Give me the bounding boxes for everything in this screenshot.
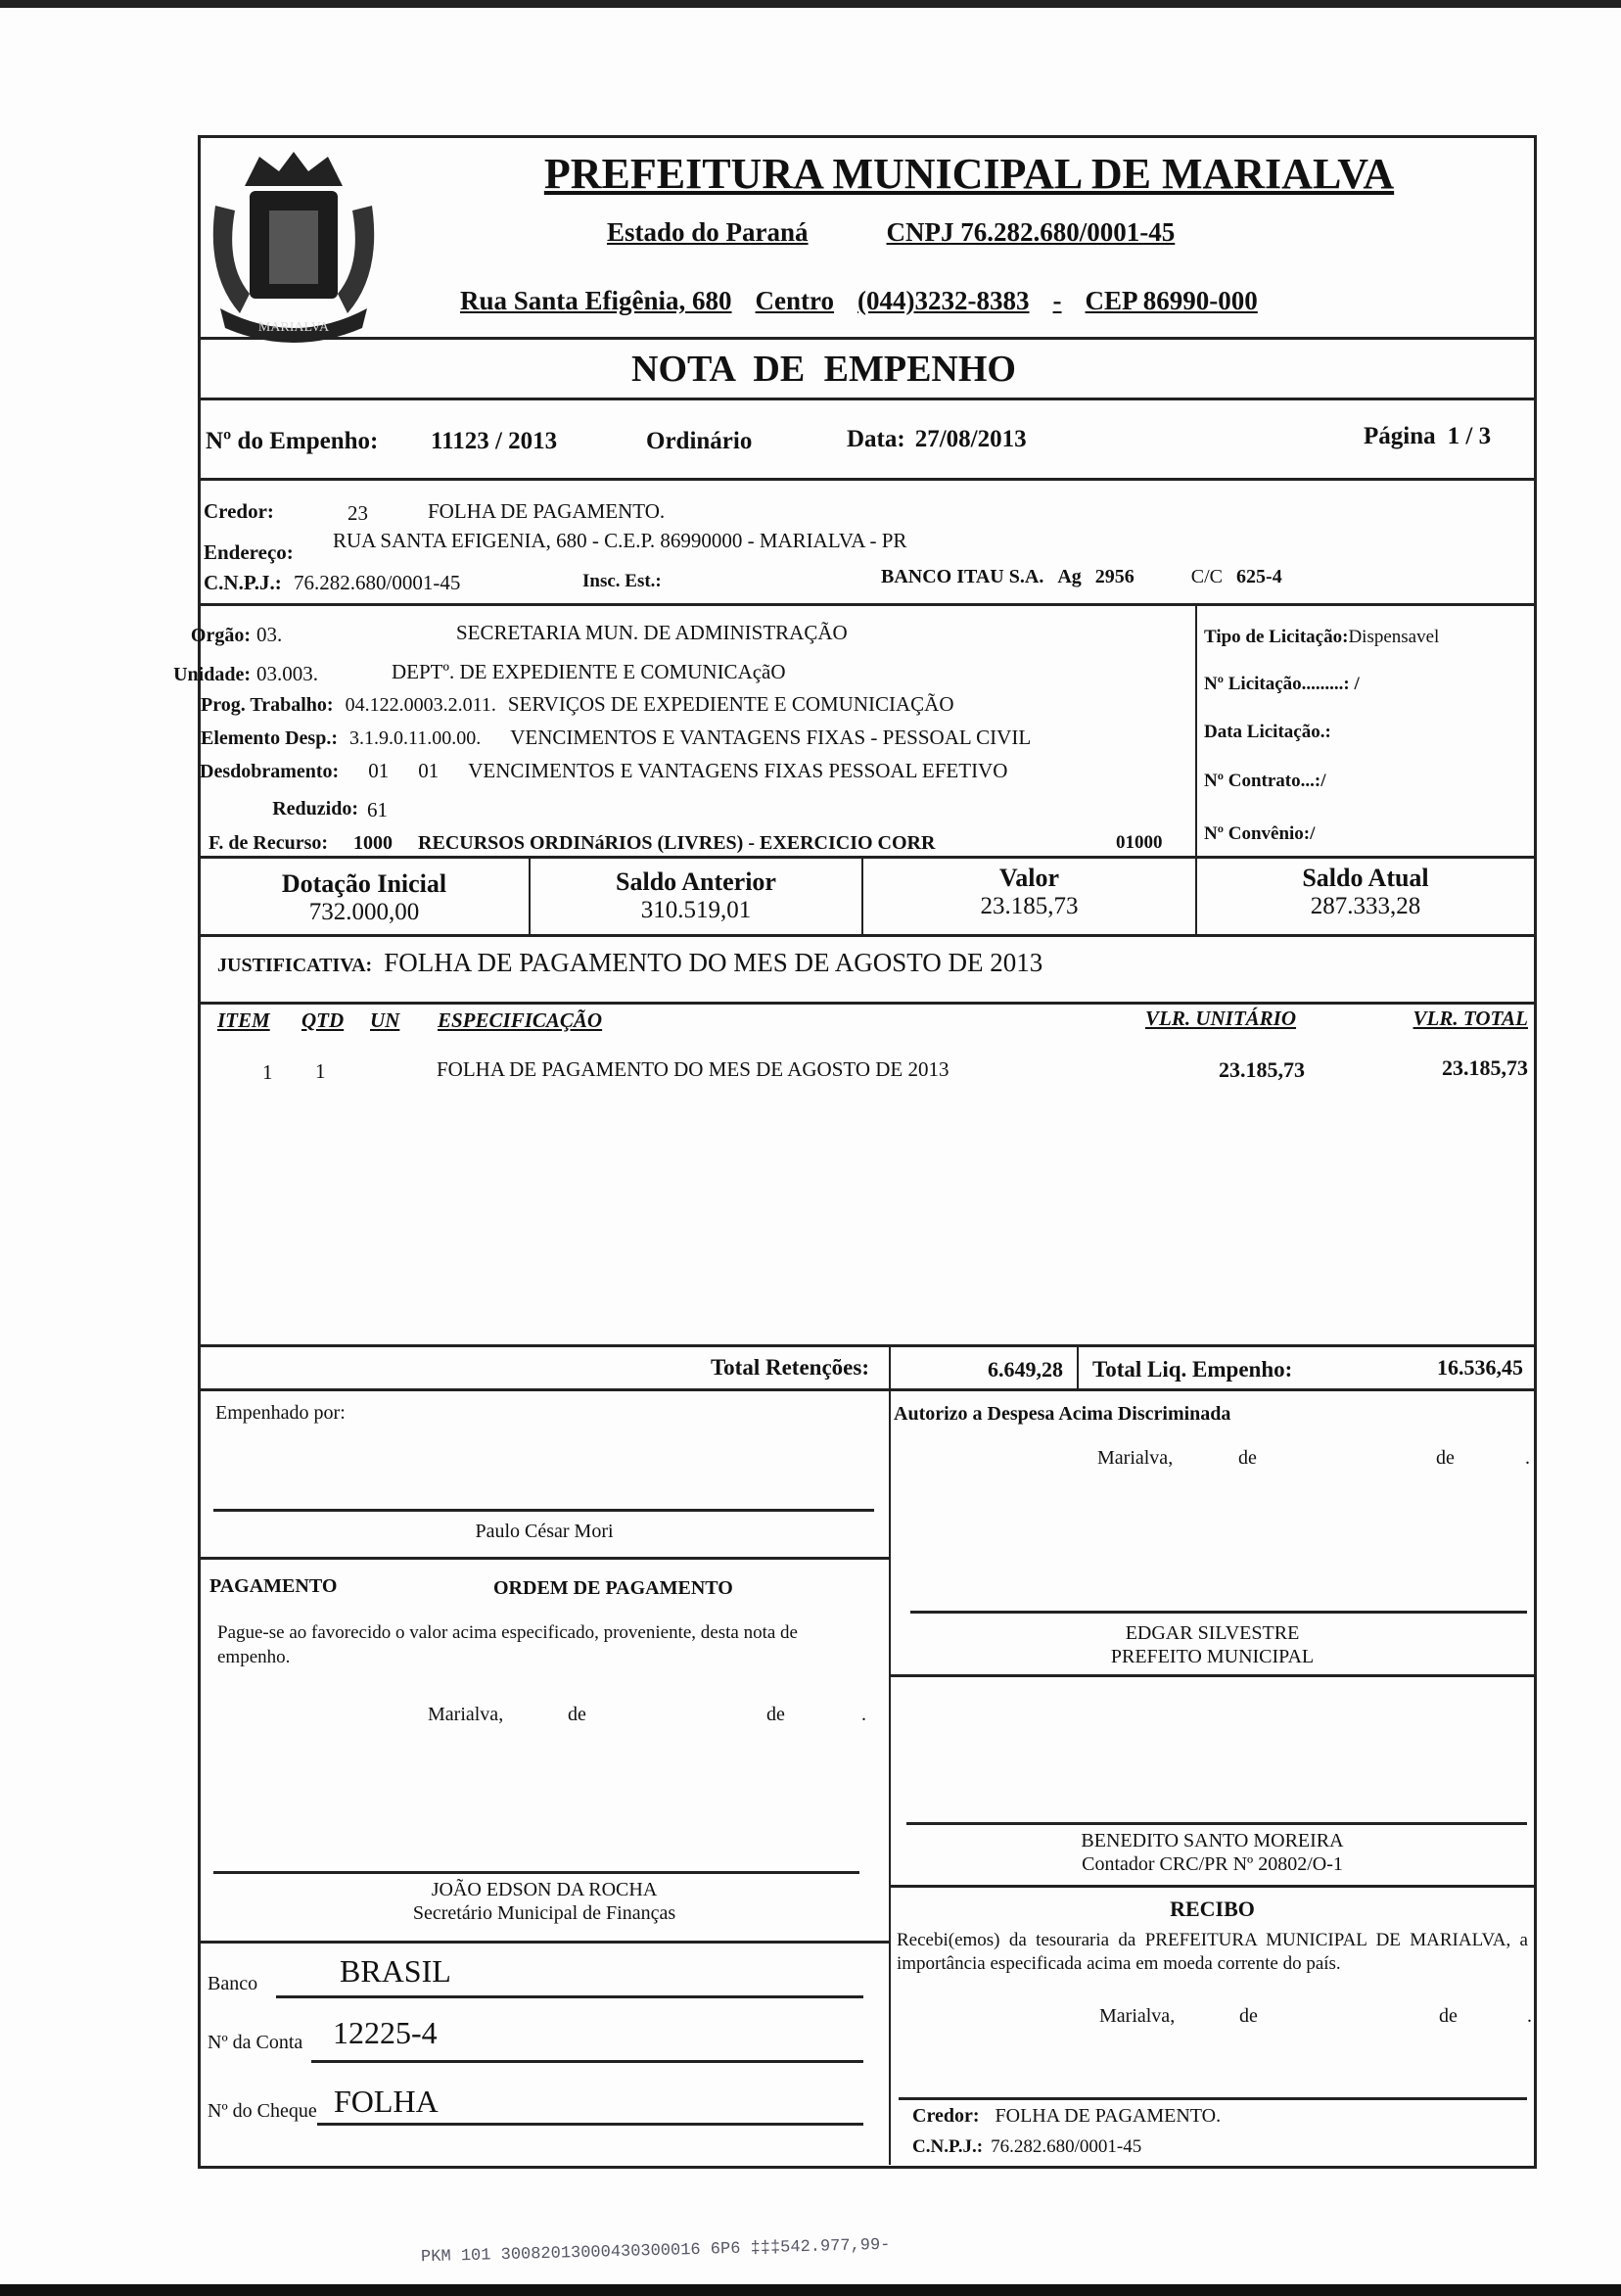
autorizo-dot: . xyxy=(1525,1447,1530,1469)
state-label: Estado do Paraná xyxy=(607,217,809,247)
recibo-credor-label: Credor: xyxy=(912,2105,980,2127)
signature-line xyxy=(213,1871,859,1874)
endereco-label: Endereço: xyxy=(204,540,294,564)
banco-value[interactable]: BRASIL xyxy=(340,1953,451,1989)
recibo-credor-value: FOLHA DE PAGAMENTO. xyxy=(995,2105,1222,2127)
desdobramento-row xyxy=(200,759,1007,783)
autorizo-title: Autorizo a Despesa Acima Discriminada xyxy=(894,1403,1231,1425)
bank-name: BANCO ITAU S.A. xyxy=(881,566,1044,587)
divider xyxy=(198,478,1534,481)
conta-line xyxy=(311,2060,863,2063)
signature-line xyxy=(910,1611,1527,1614)
saldo-anterior-cell xyxy=(531,867,861,924)
agency-value: 2956 xyxy=(1094,566,1135,587)
divider xyxy=(198,1941,889,1944)
amount-label: Saldo Anterior xyxy=(616,867,776,896)
elemento-despesa-row xyxy=(201,726,1031,750)
bank-row xyxy=(881,566,1282,588)
row-item: 1 xyxy=(262,1060,273,1084)
empenho-label: Nº do Empenho: xyxy=(206,428,379,454)
column-header-un: UN xyxy=(370,1008,400,1032)
autorizo-city: Marialva, xyxy=(1097,1447,1174,1469)
data-licitacao: Data Licitação.: xyxy=(1204,722,1331,742)
reduzido-value: 61 xyxy=(367,798,388,821)
scan-bottom-edge xyxy=(0,2284,1621,2296)
cep-header: CEP 86990-000 xyxy=(1085,286,1258,315)
column-header-especificacao: ESPECIFICAÇÃO xyxy=(438,1008,603,1032)
fonte-recurso-row xyxy=(208,832,935,855)
prog-trabalho-row xyxy=(201,692,954,717)
recibo-city: Marialva, xyxy=(1099,2005,1176,2027)
tipo-licitacao-value: Dispensavel xyxy=(1348,627,1440,647)
reduzido-label: Reduzido: xyxy=(272,798,358,820)
unidade-desc: DEPTº. DE EXPEDIENTE E COMUNICAçãO xyxy=(392,660,786,683)
total-liquido-value: 16.536,45 xyxy=(1437,1355,1523,1380)
recibo-cnpj-value: 76.282.680/0001-45 xyxy=(991,2136,1142,2157)
date-row xyxy=(847,426,1027,453)
divider xyxy=(889,1885,1534,1888)
conta-label: Nº da Conta xyxy=(208,2032,303,2053)
credor-name: FOLHA DE PAGAMENTO. xyxy=(428,499,666,523)
address-header: Rua Santa Efigênia, 680 xyxy=(460,286,732,315)
total-retencoes-value: 6.649,28 xyxy=(988,1357,1063,1382)
divider xyxy=(889,1674,1534,1677)
row-qtd: 1 xyxy=(315,1059,326,1083)
unidade-code: 03.003. xyxy=(256,662,318,685)
empenho-type: Ordinário xyxy=(646,428,753,454)
elemento-despesa-desc: VENCIMENTOS E VANTAGENS FIXAS - PESSOAL CIVIL xyxy=(510,726,1032,749)
divider xyxy=(198,337,1534,340)
fonte-recurso-code: 1000 xyxy=(353,832,394,854)
cheque-line xyxy=(317,2123,863,2126)
recibo-credor-row xyxy=(912,2105,1221,2128)
signature-line xyxy=(899,2097,1527,2100)
recibo-title: RECIBO xyxy=(1170,1897,1255,1921)
recibo-dot: . xyxy=(1527,2005,1532,2027)
scan-top-edge xyxy=(0,0,1621,8)
cheque-label: Nº do Cheque xyxy=(208,2100,317,2122)
recibo-de-1: de xyxy=(1239,2005,1258,2027)
date-label: Data: xyxy=(847,426,905,452)
page-label: Página xyxy=(1364,423,1436,449)
district-header: Centro xyxy=(755,286,835,315)
orgao-desc: SECRETARIA MUN. DE ADMINISTRAÇÃO xyxy=(456,621,848,644)
signature-line xyxy=(906,1822,1527,1825)
justificativa-value: FOLHA DE PAGAMENTO DO MES DE AGOSTO DE 2013 xyxy=(384,948,1043,977)
numero-contrato: Nº Contrato...:/ xyxy=(1204,771,1326,791)
divider xyxy=(198,856,1534,859)
banco-line xyxy=(276,1995,863,1998)
recibo-text: Recebi(emos) da tesouraria da PREFEITURA MUNICIPAL DE MARIALVA, a importância especificada acima em moeda corrente do país. xyxy=(897,1930,1528,1974)
prefeitura-title: PREFEITURA MUNICIPAL DE MARIALVA xyxy=(543,150,1395,198)
insc-est-label: Insc. Est.: xyxy=(582,571,662,591)
page-value: 1 / 3 xyxy=(1447,423,1492,449)
dotacao-inicial-cell xyxy=(200,869,529,926)
cnpj-value: 76.282.680/0001-45 xyxy=(294,571,461,594)
recibo-de-2: de xyxy=(1439,2005,1458,2027)
header-line-1 xyxy=(607,217,1175,248)
fonte-recurso-desc: RECURSOS ORDINáRIOS (LIVRES) - EXERCICIO CORR xyxy=(418,832,936,854)
banco-label: Banco xyxy=(208,1973,258,1994)
divider xyxy=(198,603,1534,606)
numero-licitacao: Nº Licitação.........: / xyxy=(1204,674,1360,694)
divider xyxy=(198,1388,1534,1391)
orgao-label: Orgão: xyxy=(190,625,251,646)
logo-text: MARIALVA xyxy=(257,320,330,335)
recibo-cnpj-label: C.N.P.J.: xyxy=(912,2136,984,2157)
amount-value: 287.333,28 xyxy=(1310,893,1421,919)
pagamento-text: Pague-se ao favorecido o valor acima especificado, proveniente, desta nota de empenho. xyxy=(217,1622,798,1667)
total-liquido-label: Total Liq. Empenho: xyxy=(1092,1357,1293,1382)
elemento-despesa-code: 3.1.9.0.11.00.00. xyxy=(348,727,482,749)
desdobramento-desc: VENCIMENTOS E VANTAGENS FIXAS PESSOAL EFETIVO xyxy=(468,759,1008,782)
date-value: 27/08/2013 xyxy=(914,426,1027,452)
amount-label: Dotação Inicial xyxy=(281,869,447,898)
column-header-valor-unitario: VLR. UNITÁRIO xyxy=(1145,1007,1297,1030)
pagamento-city: Marialva, xyxy=(428,1704,504,1725)
column-header-qtd: QTD xyxy=(301,1008,345,1032)
row-valor-total: 23.185,73 xyxy=(1442,1055,1528,1080)
header-line-2: Rua Santa Efigênia, 680 Centro (044)3232-8383 - CEP 86990-000 xyxy=(460,286,1258,315)
desdobramento-code-1: 01 xyxy=(368,759,390,782)
city-coat-of-arms-logo xyxy=(201,147,387,357)
valor-cell xyxy=(863,864,1195,920)
amount-value: 23.185,73 xyxy=(980,893,1079,919)
empenho-number: 11123 / 2013 xyxy=(431,428,558,454)
divider xyxy=(889,1344,891,2165)
account-value: 625-4 xyxy=(1236,566,1282,587)
elemento-despesa-label: Elemento Desp.: xyxy=(201,727,338,749)
credor-label: Credor: xyxy=(204,499,274,523)
empenhado-por-label: Empenhado por: xyxy=(215,1402,346,1424)
autorizo-de-1: de xyxy=(1238,1447,1257,1469)
tipo-licitacao-label-text: Tipo de Licitação: xyxy=(1204,627,1349,647)
prefeito-signature-block xyxy=(891,1621,1534,1668)
orgao-code: 03. xyxy=(256,623,283,646)
empenhado-por-name: Paulo César Mori xyxy=(475,1521,614,1542)
column-header-valor-total: VLR. TOTAL xyxy=(1413,1007,1528,1030)
amount-value: 732.000,00 xyxy=(308,899,420,925)
desdobramento-code-2: 01 xyxy=(418,759,440,782)
divider xyxy=(198,398,1534,400)
desdobramento-label: Desdobramento: xyxy=(200,761,340,782)
contador-signature-block xyxy=(891,1829,1534,1876)
page-row xyxy=(1364,423,1491,450)
signature-line xyxy=(213,1509,874,1512)
conta-value[interactable]: 12225-4 xyxy=(333,2015,438,2050)
secretario-role: Secretário Municipal de Finanças xyxy=(412,1902,676,1924)
document-title: NOTA DE EMPENHO xyxy=(631,349,1016,390)
divider xyxy=(198,1557,889,1560)
fonte-recurso-code-2: 01000 xyxy=(1116,832,1163,853)
divider xyxy=(198,1002,1534,1005)
prefeito-name: EDGAR SILVESTRE xyxy=(1125,1622,1300,1644)
pagamento-dot: . xyxy=(861,1704,866,1725)
secretario-name: JOÃO EDSON DA ROCHA xyxy=(431,1879,658,1900)
cnpj-header: CNPJ 76.282.680/0001-45 xyxy=(886,217,1176,247)
secretario-signature-block xyxy=(200,1878,889,1925)
pagamento-de-1: de xyxy=(568,1704,586,1725)
pagamento-label: PAGAMENTO xyxy=(209,1575,338,1597)
phone-header: (044)3232-8383 xyxy=(857,286,1030,315)
divider xyxy=(198,934,1534,937)
fonte-recurso-label: F. de Recurso: xyxy=(208,832,329,854)
tipo-licitacao-label xyxy=(1204,627,1439,648)
row-especificacao: FOLHA DE PAGAMENTO DO MES DE AGOSTO DE 2013 xyxy=(437,1057,949,1081)
ordem-pagamento-title: ORDEM DE PAGAMENTO xyxy=(493,1577,733,1599)
justificativa-row xyxy=(217,948,1042,978)
autorizo-de-2: de xyxy=(1436,1447,1455,1469)
prog-trabalho-desc: SERVIÇOS DE EXPEDIENTE E COMUNICIAÇÃO xyxy=(507,692,954,716)
recibo-cnpj-row xyxy=(912,2136,1141,2158)
bank-authentication-stamp: PKM 101 30082013000430300016 6P6 ‡‡‡542.977,99- xyxy=(420,2235,891,2268)
unidade-label: Unidade: xyxy=(173,664,251,685)
contador-name: BENEDITO SANTO MOREIRA xyxy=(1081,1830,1344,1851)
amount-label: Saldo Atual xyxy=(1302,864,1429,892)
saldo-atual-cell xyxy=(1197,864,1534,920)
column-header-item: ITEM xyxy=(217,1008,270,1032)
agency-label: Ag xyxy=(1057,566,1082,587)
pagamento-de-2: de xyxy=(766,1704,785,1725)
row-valor-unitario: 23.185,73 xyxy=(1219,1057,1305,1082)
amount-label: Valor xyxy=(998,864,1060,892)
cnpj-label: C.N.P.J.: xyxy=(204,571,282,594)
account-label: C/C xyxy=(1190,566,1224,587)
total-retencoes-label: Total Retenções: xyxy=(710,1355,869,1380)
divider xyxy=(1077,1344,1079,1388)
contador-role: Contador CRC/PR Nº 20802/O-1 xyxy=(1082,1853,1343,1875)
amount-value: 310.519,01 xyxy=(640,897,752,923)
credor-code: 23 xyxy=(347,501,368,525)
prefeito-role: PREFEITO MUNICIPAL xyxy=(1110,1646,1315,1667)
justificativa-label: JUSTIFICATIVA: xyxy=(217,955,373,976)
cheque-value[interactable]: FOLHA xyxy=(334,2084,439,2119)
prog-trabalho-label: Prog. Trabalho: xyxy=(201,694,334,716)
endereco-value: RUA SANTA EFIGENIA, 680 - C.E.P. 86990000 - MARIALVA - PR xyxy=(333,529,907,552)
numero-convenio: Nº Convênio:/ xyxy=(1204,823,1316,844)
divider xyxy=(198,1344,1534,1347)
prog-trabalho-code: 04.122.0003.2.011. xyxy=(345,694,496,716)
